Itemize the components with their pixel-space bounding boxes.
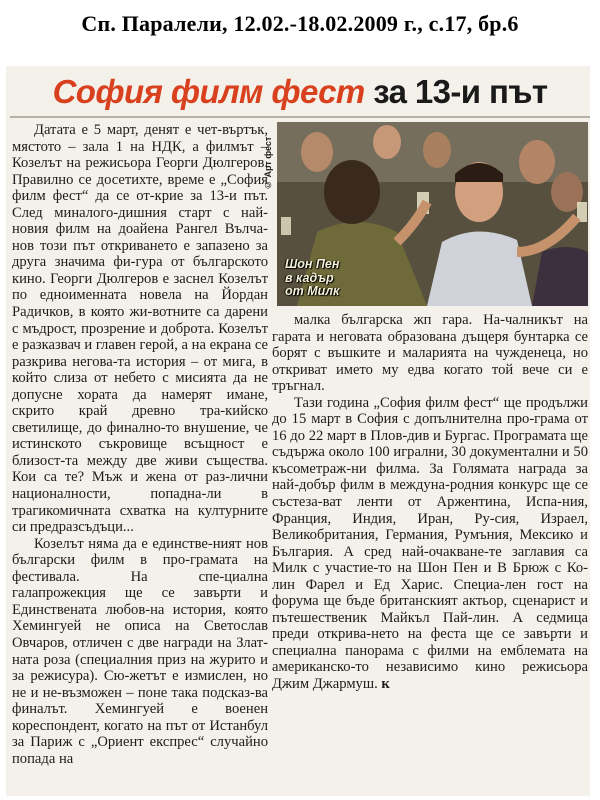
source-citation: Сп. Паралели, 12.02.-18.02.2009 г., с.17, бр.6 — [81, 11, 519, 36]
article-paragraph: Козелът няма да е единстве-ният нов български филм в про-грамата на фестивала. На спе-циална галапрожекция ще се завърти и Единствената любов-на история, която Хемингуей не описа на Светослав Овчаров, отличен с две награди на Злат-ната роза (специалния приз на журито и за режисура). Сю-жетът е измислен, но не и не-възможен – поне така подсказ-ва финалът. Хемингуей е военен кореспондент, когато на път от Истанбул за Париж с „Ориент експрес“ случайно попада на — [12, 535, 268, 767]
caption-line: в кадър — [285, 270, 334, 285]
photo-caption — [285, 258, 365, 299]
article-column-left — [12, 122, 268, 792]
caption-line: от Милк — [285, 284, 340, 298]
headline — [12, 70, 588, 114]
headline-main: София филм фест — [52, 73, 365, 110]
article-column-right — [272, 312, 588, 790]
article-paragraph — [272, 395, 588, 693]
caption-line: Шон Пен — [285, 257, 340, 271]
photo-credit: © Арт фест — [263, 136, 273, 190]
article-paragraph: малка българска жп гара. На-чалникът на гарата и неговата образована дъщеря бунтарка се борят с въшките и маларията на чужденеца, но откриват името му едва когато той вече си е тръгнал. — [272, 312, 588, 395]
headline-divider — [10, 116, 590, 118]
end-mark: к — [381, 676, 390, 693]
headline-sub: за 13-и път — [364, 73, 548, 110]
article-paragraph: Датата е 5 март, денят е чет-въртък, мястото – зала 1 на НДК, а филмът – Козелът на режисьора Георги Дюлгеров. Правилно се досетихте, време е „София филм фест“ да се от-крие за 13-и път. След миналого-дишния старт с най-новия филм на доайена Рангел Вълча-нов този път откриването е запазено за друга значима фи-гура от българското кино. Георги Дюлгеров е заснел Козелът по едноименната новела на Йордан Радичков, в която жи-вотните са дарени с мъдрост, прозрение и доброта. Козелът е разказвач и главен герой, а на екрана се разкрива негова-та история – от мига, в който слиза от небето с мисията да не допусне хората да намерят имане, скрито край древно тра-кийско светилище, до финално-то внушение, че истинското съкровище всъщност е близост-та между две живи същества. Кои са те? Мъж и жена от раз-лични националности, попадна-ли в трагикомичната схватка на културните си предразсъдъци... — [12, 122, 268, 536]
article-paragraph-text: Тази година „София филм фест“ ще продължи до 15 март в София с допълнителна про-грама от 16 до 22 март в Плов-див и Бургас. Програмата ще съдържа около 100 игрални, 30 документални и 50 късометраж-ни филма. За Голямата награда за най-добър филм в междуна-родния конкурс ще се състеза-ват ленти от Аржентина, Испа-ния, Франция, Индия, Иран, Ру-сия, Израел, Великобритания, Германия, Румъния, Мексико и България. А сред най-очакване-те заглавия са Милк с участие-то на Шон Пен и В Брюж с Ко-лин Фарел и Ед Харис. Специа-лен гост на форума ще бъде британският актьор, сценарист и пътешественик Майкъл Пай-лин. А седмица преди открива-нето на феста ще се завърти и специална панорама с филми на емблемата на американско-то независимо кино режисьора Джим Джармуш. — [272, 394, 588, 693]
